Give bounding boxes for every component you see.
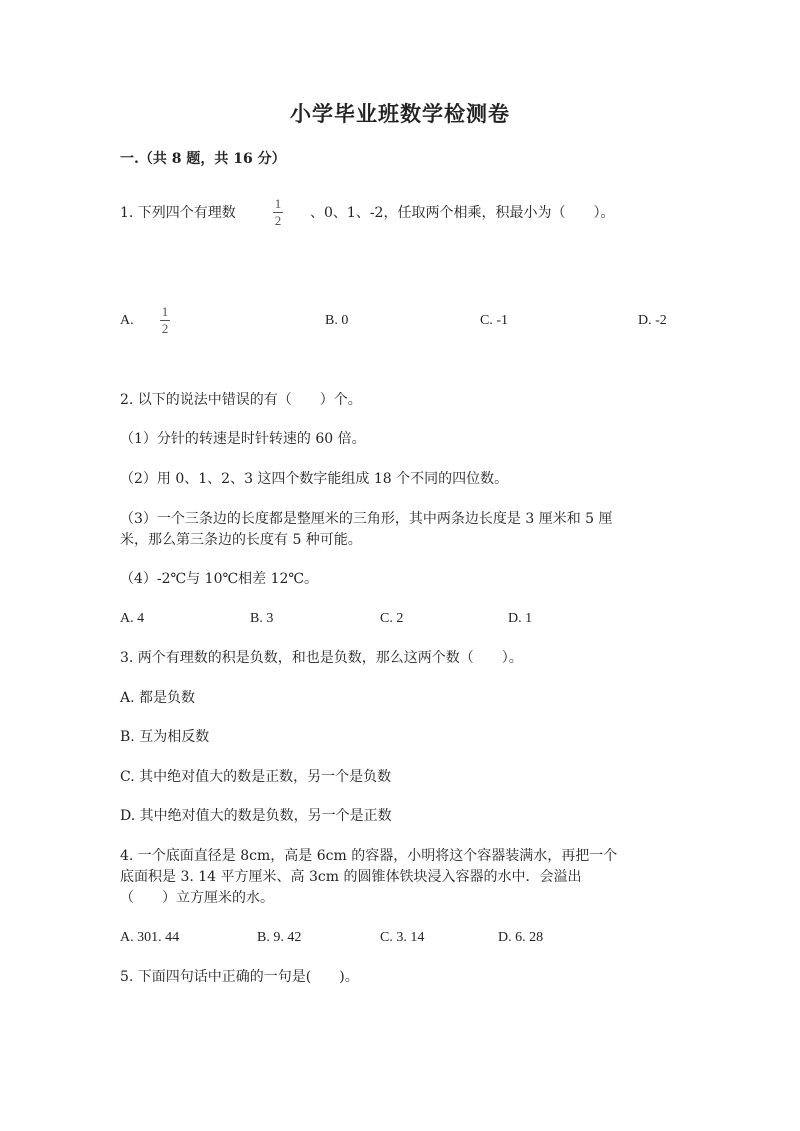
q4-stem-line1: 4. 一个底面直径是 8cm，高是 6cm 的容器，小明将这个容器装满水，再把一个 — [120, 848, 618, 864]
q2-statement-4: （4）-2℃与 10℃相差 12℃。 — [120, 571, 319, 587]
q1-text-before: 1. 下列四个有理数 — [120, 205, 236, 221]
q4-stem-line2: 底面积是 3. 14 平方厘米、高 3cm 的圆锥体铁块浸入容器的水中．会溢出 — [120, 869, 582, 885]
q5-stem: 5. 下面四句话中正确的一句是( )。 — [120, 969, 359, 985]
q1-option-c: C. -1 — [480, 313, 508, 328]
q1-fraction — [273, 197, 283, 228]
q1-option-a-denominator: 2 — [161, 321, 169, 336]
q2-option-a: A. 4 — [120, 611, 145, 626]
q2-option-d: D. 1 — [508, 611, 533, 626]
q1-fraction-denominator: 2 — [274, 213, 282, 228]
q3-stem: 3. 两个有理数的积是负数，和也是负数，那么这两个数（ ）。 — [120, 650, 523, 666]
q3-option-d: D. 其中绝对值大的数是负数，另一个是正数 — [120, 808, 392, 824]
q2-option-c: C. 2 — [380, 611, 404, 626]
q4-option-d: D. 6. 28 — [498, 930, 544, 945]
q2-stem: 2. 以下的说法中错误的有（ ）个。 — [120, 392, 362, 408]
q2-statement-1: （1）分针的转速是时针转速的 60 倍。 — [120, 431, 366, 447]
q1-option-a-fraction — [160, 305, 170, 336]
q4-option-a: A. 301. 44 — [120, 930, 180, 945]
q3-option-c: C. 其中绝对值大的数是正数，另一个是负数 — [120, 769, 392, 785]
q3-option-b: B. 互为相反数 — [120, 729, 210, 745]
section-heading: 一.（共 8 题，共 16 分） — [120, 151, 286, 167]
q1-option-b: B. 0 — [325, 313, 349, 328]
q2-option-b: B. 3 — [250, 611, 274, 626]
q3-option-a: A. 都是负数 — [120, 690, 196, 706]
q1-option-d: D. -2 — [638, 313, 667, 328]
q4-option-c: C. 3. 14 — [380, 930, 425, 945]
q2-statement-3-line1: （3）一个三条边的长度都是整厘米的三角形，其中两条边长度是 3 厘米和 5 厘 — [120, 511, 613, 527]
page-title: 小学毕业班数学检测卷 — [290, 101, 510, 126]
q2-statement-3-line2: 米，那么第三条边的长度有 5 种可能。 — [120, 532, 362, 548]
q1-fraction-numerator: 1 — [274, 196, 282, 211]
q1-option-a-numerator: 1 — [161, 304, 169, 319]
q4-stem-line3: （ ）立方厘米的水。 — [120, 890, 274, 906]
q1-text-after: 、0、1、-2，任取两个相乘，积最小为（ ）。 — [310, 205, 615, 221]
q1-option-a: A. — [120, 313, 134, 328]
q4-option-b: B. 9. 42 — [257, 930, 302, 945]
q2-statement-2: （2）用 0、1、2、3 这四个数字能组成 18 个不同的四位数。 — [120, 471, 509, 487]
